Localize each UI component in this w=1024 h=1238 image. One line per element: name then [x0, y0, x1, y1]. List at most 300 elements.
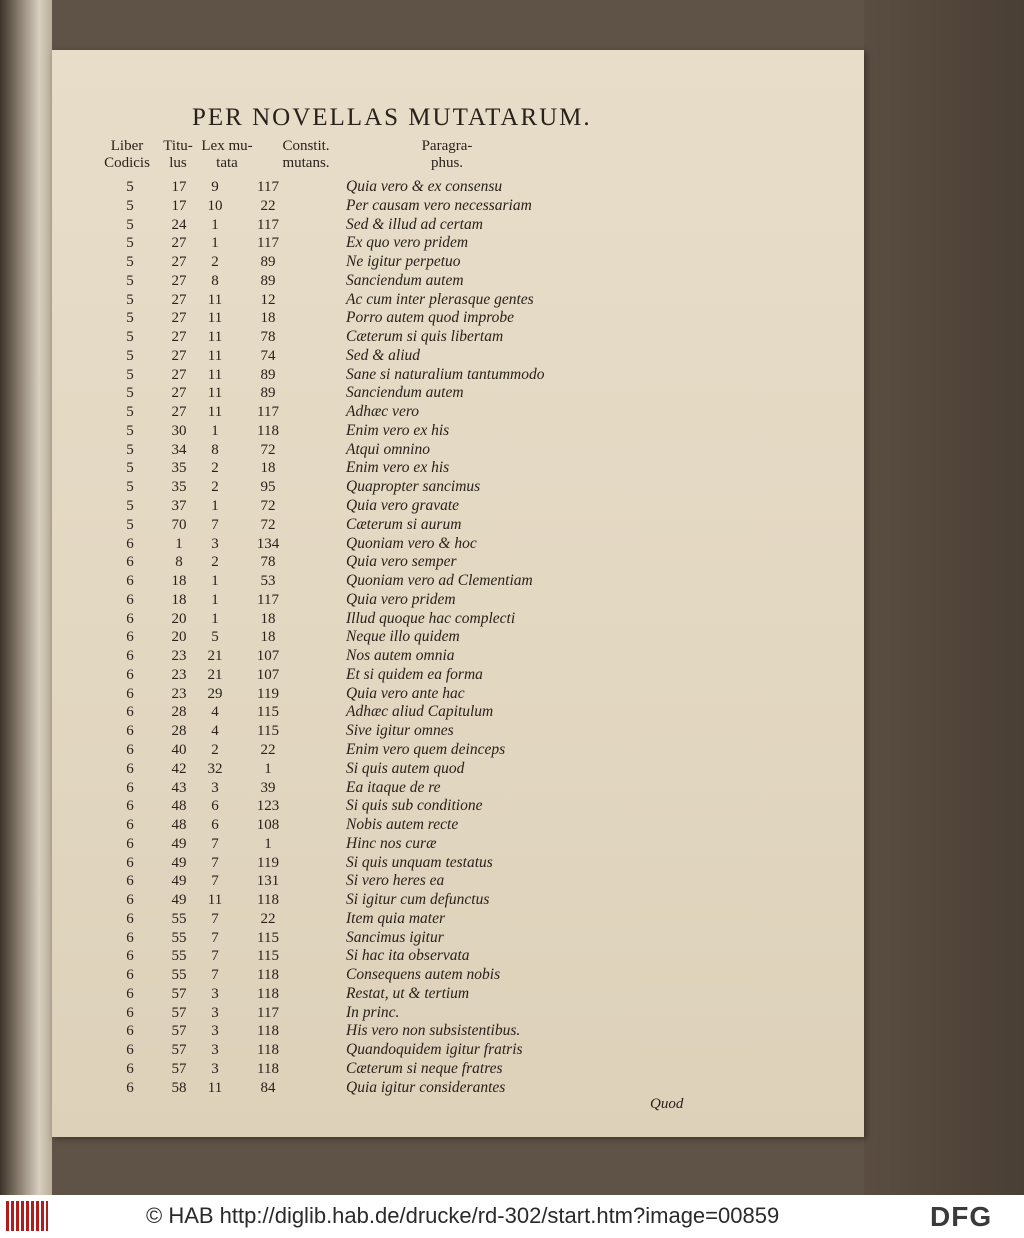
table-row	[52, 422, 864, 441]
lex-cell: 1	[211, 591, 219, 608]
lex-cell: 6	[211, 817, 219, 834]
liber-cell: 6	[126, 817, 134, 834]
titulus-cell: 57	[171, 1042, 187, 1059]
paragraphus-cell: Cæterum si aurum	[346, 515, 462, 533]
table-row	[52, 1060, 864, 1079]
table-row	[52, 741, 864, 760]
titulus-cell: 42	[171, 760, 187, 777]
constit-cell: 89	[260, 385, 276, 402]
paragraphus-cell: Per causam vero necessariam	[346, 196, 532, 214]
hab-logo-icon	[6, 1201, 48, 1231]
lex-cell: 1	[211, 610, 219, 627]
titulus-cell: 57	[171, 1004, 187, 1021]
constit-cell: 1	[264, 835, 272, 852]
titulus-cell: 49	[171, 892, 187, 909]
titulus-cell: 35	[171, 460, 187, 477]
paragraphus-cell: Sive igitur omnes	[346, 722, 454, 740]
lex-cell: 21	[207, 648, 223, 665]
titulus-cell: 18	[171, 591, 187, 608]
header-constit-mutans: Constit. mutans.	[282, 138, 330, 171]
liber-cell: 6	[126, 760, 134, 777]
table-row	[52, 572, 864, 591]
constit-cell: 118	[257, 1023, 279, 1040]
table-row	[52, 703, 864, 722]
titulus-cell: 27	[171, 404, 187, 421]
constit-cell: 89	[260, 254, 276, 271]
table-row	[52, 253, 864, 272]
constit-cell: 123	[256, 798, 280, 815]
lex-cell: 11	[207, 291, 223, 308]
table-row	[52, 384, 864, 403]
lex-cell: 1	[211, 573, 219, 590]
liber-cell: 6	[126, 666, 134, 683]
constit-cell: 118	[257, 422, 279, 439]
paragraphus-cell: Quoniam vero & hoc	[346, 534, 477, 552]
titulus-cell: 48	[171, 798, 187, 815]
constit-cell: 53	[260, 573, 276, 590]
constit-cell: 117	[257, 1004, 279, 1021]
table-row	[52, 197, 864, 216]
paragraphus-cell: Porro autem quod improbe	[346, 309, 515, 327]
table-row	[52, 779, 864, 798]
table-row	[52, 985, 864, 1004]
table-row	[52, 291, 864, 310]
lex-cell: 8	[211, 441, 219, 458]
constit-cell: 18	[260, 310, 276, 327]
paragraphus-cell: Quia vero ante hac	[346, 684, 465, 702]
dfg-logo: DFG	[930, 1201, 993, 1232]
paragraphus-cell: Ac cum inter plerasque gentes	[346, 290, 534, 308]
lex-cell: 4	[211, 723, 219, 740]
table-row	[52, 647, 864, 666]
table-row	[52, 459, 864, 478]
titulus-cell: 57	[171, 985, 187, 1002]
liber-cell: 5	[126, 385, 134, 402]
titulus-cell: 49	[171, 854, 187, 871]
titulus-cell: 1	[175, 535, 183, 552]
liber-cell: 5	[126, 310, 134, 327]
lex-cell: 7	[211, 516, 219, 533]
titulus-cell: 57	[171, 1023, 187, 1040]
liber-cell: 6	[126, 704, 134, 721]
table-row	[52, 516, 864, 535]
constit-cell: 117	[257, 235, 279, 252]
liber-cell: 5	[126, 366, 134, 383]
header-liber-codicis: Liber Codicis	[104, 138, 150, 171]
footer-link[interactable]: © HAB http://diglib.hab.de/drucke/rd-302/start.htm?image=00859	[146, 1203, 780, 1228]
titulus-cell: 55	[171, 910, 187, 927]
lex-cell: 29	[207, 685, 223, 702]
constit-cell: 107	[256, 666, 280, 683]
paragraphus-cell: Enim vero quem deinceps	[346, 740, 506, 758]
lex-cell: 3	[211, 1023, 219, 1040]
constit-cell: 115	[257, 704, 279, 721]
table-row	[52, 234, 864, 253]
lex-cell: 11	[207, 366, 223, 383]
liber-cell: 5	[126, 179, 134, 195]
paragraphus-cell: Item quia mater	[346, 909, 446, 927]
table-row	[52, 272, 864, 291]
lex-cell: 11	[207, 892, 223, 909]
titulus-cell: 24	[171, 216, 187, 233]
liber-cell: 6	[126, 1004, 134, 1021]
lex-cell: 11	[207, 404, 223, 421]
lex-cell: 1	[211, 216, 219, 233]
paragraphus-cell: In princ.	[346, 1003, 400, 1021]
paragraphus-cell: Sanciendum autem	[346, 384, 464, 402]
lex-cell: 5	[211, 629, 219, 646]
paragraphus-cell: Quandoquidem igitur fratris	[346, 1041, 523, 1059]
constit-cell: 117	[257, 404, 279, 421]
constit-cell: 118	[257, 967, 279, 984]
liber-cell: 6	[126, 629, 134, 646]
paragraphus-cell: Et si quidem ea forma	[346, 665, 483, 683]
liber-cell: 6	[126, 854, 134, 871]
liber-cell: 6	[126, 835, 134, 852]
table-row	[52, 966, 864, 985]
liber-cell: 5	[126, 347, 134, 364]
paragraphus-cell: Si vero heres ea	[346, 872, 445, 890]
table-row	[52, 835, 864, 854]
titulus-cell: 17	[171, 197, 187, 214]
constit-cell: 95	[260, 479, 276, 496]
table-row	[52, 403, 864, 422]
lex-cell: 2	[211, 254, 219, 271]
lex-cell: 2	[211, 554, 219, 571]
table-row	[52, 478, 864, 497]
table-row	[52, 685, 864, 704]
paragraphus-cell: Si quis sub conditione	[346, 797, 483, 815]
titulus-cell: 8	[175, 554, 183, 571]
constit-cell: 12	[260, 291, 276, 308]
liber-cell: 6	[126, 967, 134, 984]
lex-cell: 11	[207, 310, 223, 327]
liber-cell: 6	[126, 648, 134, 665]
constit-cell: 89	[260, 366, 276, 383]
liber-cell: 5	[126, 197, 134, 214]
liber-cell: 6	[126, 798, 134, 815]
paragraphus-cell: Enim vero ex his	[346, 421, 450, 439]
paragraphus-cell: Nobis autem recte	[346, 816, 459, 834]
lex-cell: 32	[207, 760, 223, 777]
titulus-cell: 48	[171, 817, 187, 834]
paragraphus-cell: Enim vero ex his	[346, 459, 450, 477]
constit-cell: 115	[257, 723, 279, 740]
lex-cell: 2	[211, 741, 219, 758]
document-page	[52, 50, 864, 1137]
liber-cell: 6	[126, 610, 134, 627]
constit-cell: 115	[257, 929, 279, 946]
lex-cell: 1	[211, 498, 219, 515]
constit-cell: 115	[257, 948, 279, 965]
lex-cell: 3	[211, 1060, 219, 1077]
titulus-cell: 37	[171, 498, 187, 515]
liber-cell: 5	[126, 516, 134, 533]
footer-bar	[0, 1195, 1024, 1238]
liber-cell: 5	[126, 404, 134, 421]
constit-cell: 118	[257, 1060, 279, 1077]
lex-cell: 3	[211, 1004, 219, 1021]
paragraphus-cell: Restat, ut & tertium	[346, 984, 470, 1002]
liber-cell: 5	[126, 422, 134, 439]
liber-cell: 6	[126, 948, 134, 965]
titulus-cell: 43	[171, 779, 187, 796]
liber-cell: 6	[126, 873, 134, 890]
liber-cell: 6	[126, 554, 134, 571]
paragraphus-cell: Neque illo quidem	[346, 628, 460, 646]
titulus-cell: 23	[171, 648, 187, 665]
liber-cell: 6	[126, 910, 134, 927]
paragraphus-cell: Sanciendum autem	[346, 271, 464, 289]
paragraphus-cell: Illud quoque hac complecti	[346, 609, 516, 627]
constit-cell: 118	[257, 1042, 279, 1059]
constit-cell: 72	[260, 498, 276, 515]
paragraphus-cell: Ne igitur perpetuo	[346, 253, 461, 271]
paragraphus-cell: Sed & illud ad certam	[346, 215, 483, 233]
titulus-cell: 70	[171, 516, 187, 533]
titulus-cell: 49	[171, 873, 187, 890]
lex-cell: 1	[211, 422, 219, 439]
paragraphus-cell: Quia vero gravate	[346, 497, 460, 515]
lex-cell: 7	[211, 967, 219, 984]
titulus-cell: 20	[171, 629, 187, 646]
table-row	[52, 216, 864, 235]
table-row	[52, 947, 864, 966]
lex-cell: 7	[211, 929, 219, 946]
table-row	[52, 591, 864, 610]
catchword: Quod	[650, 1096, 684, 1112]
constit-cell: 1	[264, 760, 272, 777]
constit-cell: 18	[260, 629, 276, 646]
paragraphus-cell: Atqui omnino	[346, 440, 430, 458]
constit-cell: 22	[260, 741, 276, 758]
titulus-cell: 55	[171, 967, 187, 984]
lex-cell: 10	[207, 197, 223, 214]
constit-cell: 117	[257, 179, 279, 195]
titulus-cell: 23	[171, 685, 187, 702]
paragraphus-cell: Quia igitur considerantes	[346, 1078, 506, 1096]
titulus-cell: 28	[171, 704, 187, 721]
constit-cell: 72	[260, 441, 276, 458]
titulus-cell: 27	[171, 347, 187, 364]
liber-cell: 5	[126, 441, 134, 458]
lex-cell: 7	[211, 873, 219, 890]
page-title: PER NOVELLAS MUTATARUM.	[192, 104, 592, 131]
table-row	[52, 929, 864, 948]
table-row	[52, 610, 864, 629]
titulus-cell: 28	[171, 723, 187, 740]
paragraphus-cell: Quia vero pridem	[346, 590, 456, 608]
table-row	[52, 441, 864, 460]
liber-cell: 6	[126, 892, 134, 909]
titulus-cell: 23	[171, 666, 187, 683]
liber-cell: 5	[126, 291, 134, 308]
lex-cell: 2	[211, 479, 219, 496]
liber-cell: 6	[126, 741, 134, 758]
table-row	[52, 760, 864, 779]
table-row	[52, 309, 864, 328]
paragraphus-cell: Sed & aliud	[346, 346, 421, 364]
constit-cell: 107	[256, 648, 280, 665]
paragraphus-cell: Sancimus igitur	[346, 928, 444, 946]
titulus-cell: 40	[171, 741, 187, 758]
lex-cell: 7	[211, 835, 219, 852]
paragraphus-cell: Quia vero & ex consensu	[346, 178, 503, 195]
liber-cell: 6	[126, 779, 134, 796]
table-row	[52, 1079, 864, 1098]
constit-cell: 131	[256, 873, 280, 890]
paragraphus-cell: Quapropter sancimus	[346, 478, 481, 496]
constit-cell: 118	[257, 985, 279, 1002]
lex-cell: 7	[211, 910, 219, 927]
titulus-cell: 27	[171, 291, 187, 308]
paragraphus-cell: Adhæc aliud Capitulum	[346, 703, 494, 721]
lex-cell: 3	[211, 1042, 219, 1059]
liber-cell: 6	[126, 985, 134, 1002]
paragraphus-cell: Consequens autem nobis	[346, 966, 501, 984]
paragraphus-cell: Hinc nos curæ	[346, 834, 437, 852]
constit-cell: 119	[257, 854, 279, 871]
constit-cell: 74	[260, 347, 276, 364]
table-row	[52, 891, 864, 910]
liber-cell: 6	[126, 723, 134, 740]
titulus-cell: 57	[171, 1060, 187, 1077]
table-row	[52, 1041, 864, 1060]
constit-cell: 22	[260, 910, 276, 927]
constit-cell: 84	[260, 1079, 276, 1096]
table-row	[52, 872, 864, 891]
table-row	[52, 1004, 864, 1023]
table-row	[52, 816, 864, 835]
table-row	[52, 797, 864, 816]
constit-cell: 78	[260, 329, 276, 346]
paragraphus-cell: Si quis autem quod	[346, 759, 465, 777]
liber-cell: 6	[126, 1079, 134, 1096]
constit-cell: 119	[257, 685, 279, 702]
table-row	[52, 1022, 864, 1041]
liber-cell: 6	[126, 573, 134, 590]
lex-cell: 9	[211, 179, 219, 195]
table-row	[52, 366, 864, 385]
lex-cell: 7	[211, 948, 219, 965]
liber-cell: 6	[126, 1060, 134, 1077]
table-row	[52, 535, 864, 554]
titulus-cell: 17	[171, 179, 187, 195]
liber-cell: 6	[126, 929, 134, 946]
constit-cell: 118	[257, 892, 279, 909]
titulus-cell: 20	[171, 610, 187, 627]
header-paragraphus: Paragra- phus.	[421, 138, 473, 171]
paragraphus-cell: Ex quo vero pridem	[346, 234, 469, 252]
titulus-cell: 27	[171, 329, 187, 346]
scan-background	[864, 0, 1024, 1195]
titulus-cell: 55	[171, 948, 187, 965]
paragraphus-cell: His vero non subsistentibus.	[346, 1022, 521, 1040]
constit-cell: 134	[256, 535, 280, 552]
titulus-cell: 55	[171, 929, 187, 946]
table-row	[52, 666, 864, 685]
table-row	[52, 722, 864, 741]
lex-cell: 21	[207, 666, 223, 683]
titulus-cell: 27	[171, 385, 187, 402]
paragraphus-cell: Si hac ita observata	[346, 947, 470, 965]
table-row	[52, 910, 864, 929]
lex-cell: 3	[211, 985, 219, 1002]
table-row	[52, 328, 864, 347]
table-row	[52, 347, 864, 366]
liber-cell: 6	[126, 685, 134, 702]
titulus-cell: 30	[171, 422, 187, 439]
constit-cell: 18	[260, 610, 276, 627]
lex-cell: 6	[211, 798, 219, 815]
liber-cell: 5	[126, 216, 134, 233]
table-row	[52, 497, 864, 516]
table-row	[52, 178, 864, 197]
liber-cell: 5	[126, 329, 134, 346]
table-row	[52, 553, 864, 572]
lex-cell: 11	[207, 385, 223, 402]
table-body	[52, 178, 864, 1098]
paragraphus-cell: Cæterum si quis libertam	[346, 328, 504, 346]
lex-cell: 11	[207, 347, 223, 364]
lex-cell: 3	[211, 535, 219, 552]
lex-cell: 2	[211, 460, 219, 477]
liber-cell: 6	[126, 1023, 134, 1040]
constit-cell: 89	[260, 272, 276, 289]
titulus-cell: 58	[171, 1079, 187, 1096]
paragraphus-cell: Si igitur cum defunctus	[346, 891, 490, 909]
liber-cell: 5	[126, 460, 134, 477]
paragraphus-cell: Sane si naturalium tantummodo	[346, 365, 545, 383]
liber-cell: 6	[126, 591, 134, 608]
lex-cell: 3	[211, 779, 219, 796]
titulus-cell: 27	[171, 366, 187, 383]
constit-cell: 39	[260, 779, 276, 796]
liber-cell: 5	[126, 498, 134, 515]
titulus-cell: 27	[171, 254, 187, 271]
table-row	[52, 854, 864, 873]
titulus-cell: 49	[171, 835, 187, 852]
constit-cell: 22	[260, 197, 276, 214]
titulus-cell: 27	[171, 310, 187, 327]
header-lex-mutata: Lex mu- tata	[201, 138, 253, 171]
constit-cell: 72	[260, 516, 276, 533]
liber-cell: 5	[126, 272, 134, 289]
titulus-cell: 18	[171, 573, 187, 590]
paragraphus-cell: Adhæc vero	[346, 403, 420, 421]
paragraphus-cell: Quia vero semper	[346, 553, 457, 571]
titulus-cell: 27	[171, 235, 187, 252]
liber-cell: 5	[126, 479, 134, 496]
paragraphus-cell: Quoniam vero ad Clementiam	[346, 572, 533, 590]
constit-cell: 117	[257, 591, 279, 608]
titulus-cell: 35	[171, 479, 187, 496]
page-left-edge	[0, 0, 52, 1195]
paragraphus-cell: Ea itaque de re	[346, 778, 441, 796]
paragraphus-cell: Cæterum si neque fratres	[346, 1059, 503, 1077]
lex-cell: 8	[211, 272, 219, 289]
paragraphus-cell: Nos autem omnia	[346, 647, 455, 665]
titulus-cell: 34	[171, 441, 187, 458]
lex-cell: 11	[207, 329, 223, 346]
liber-cell: 6	[126, 1042, 134, 1059]
lex-cell: 11	[207, 1079, 223, 1096]
titulus-cell: 27	[171, 272, 187, 289]
constit-cell: 117	[257, 216, 279, 233]
constit-cell: 108	[256, 817, 280, 834]
lex-cell: 1	[211, 235, 219, 252]
lex-cell: 4	[211, 704, 219, 721]
